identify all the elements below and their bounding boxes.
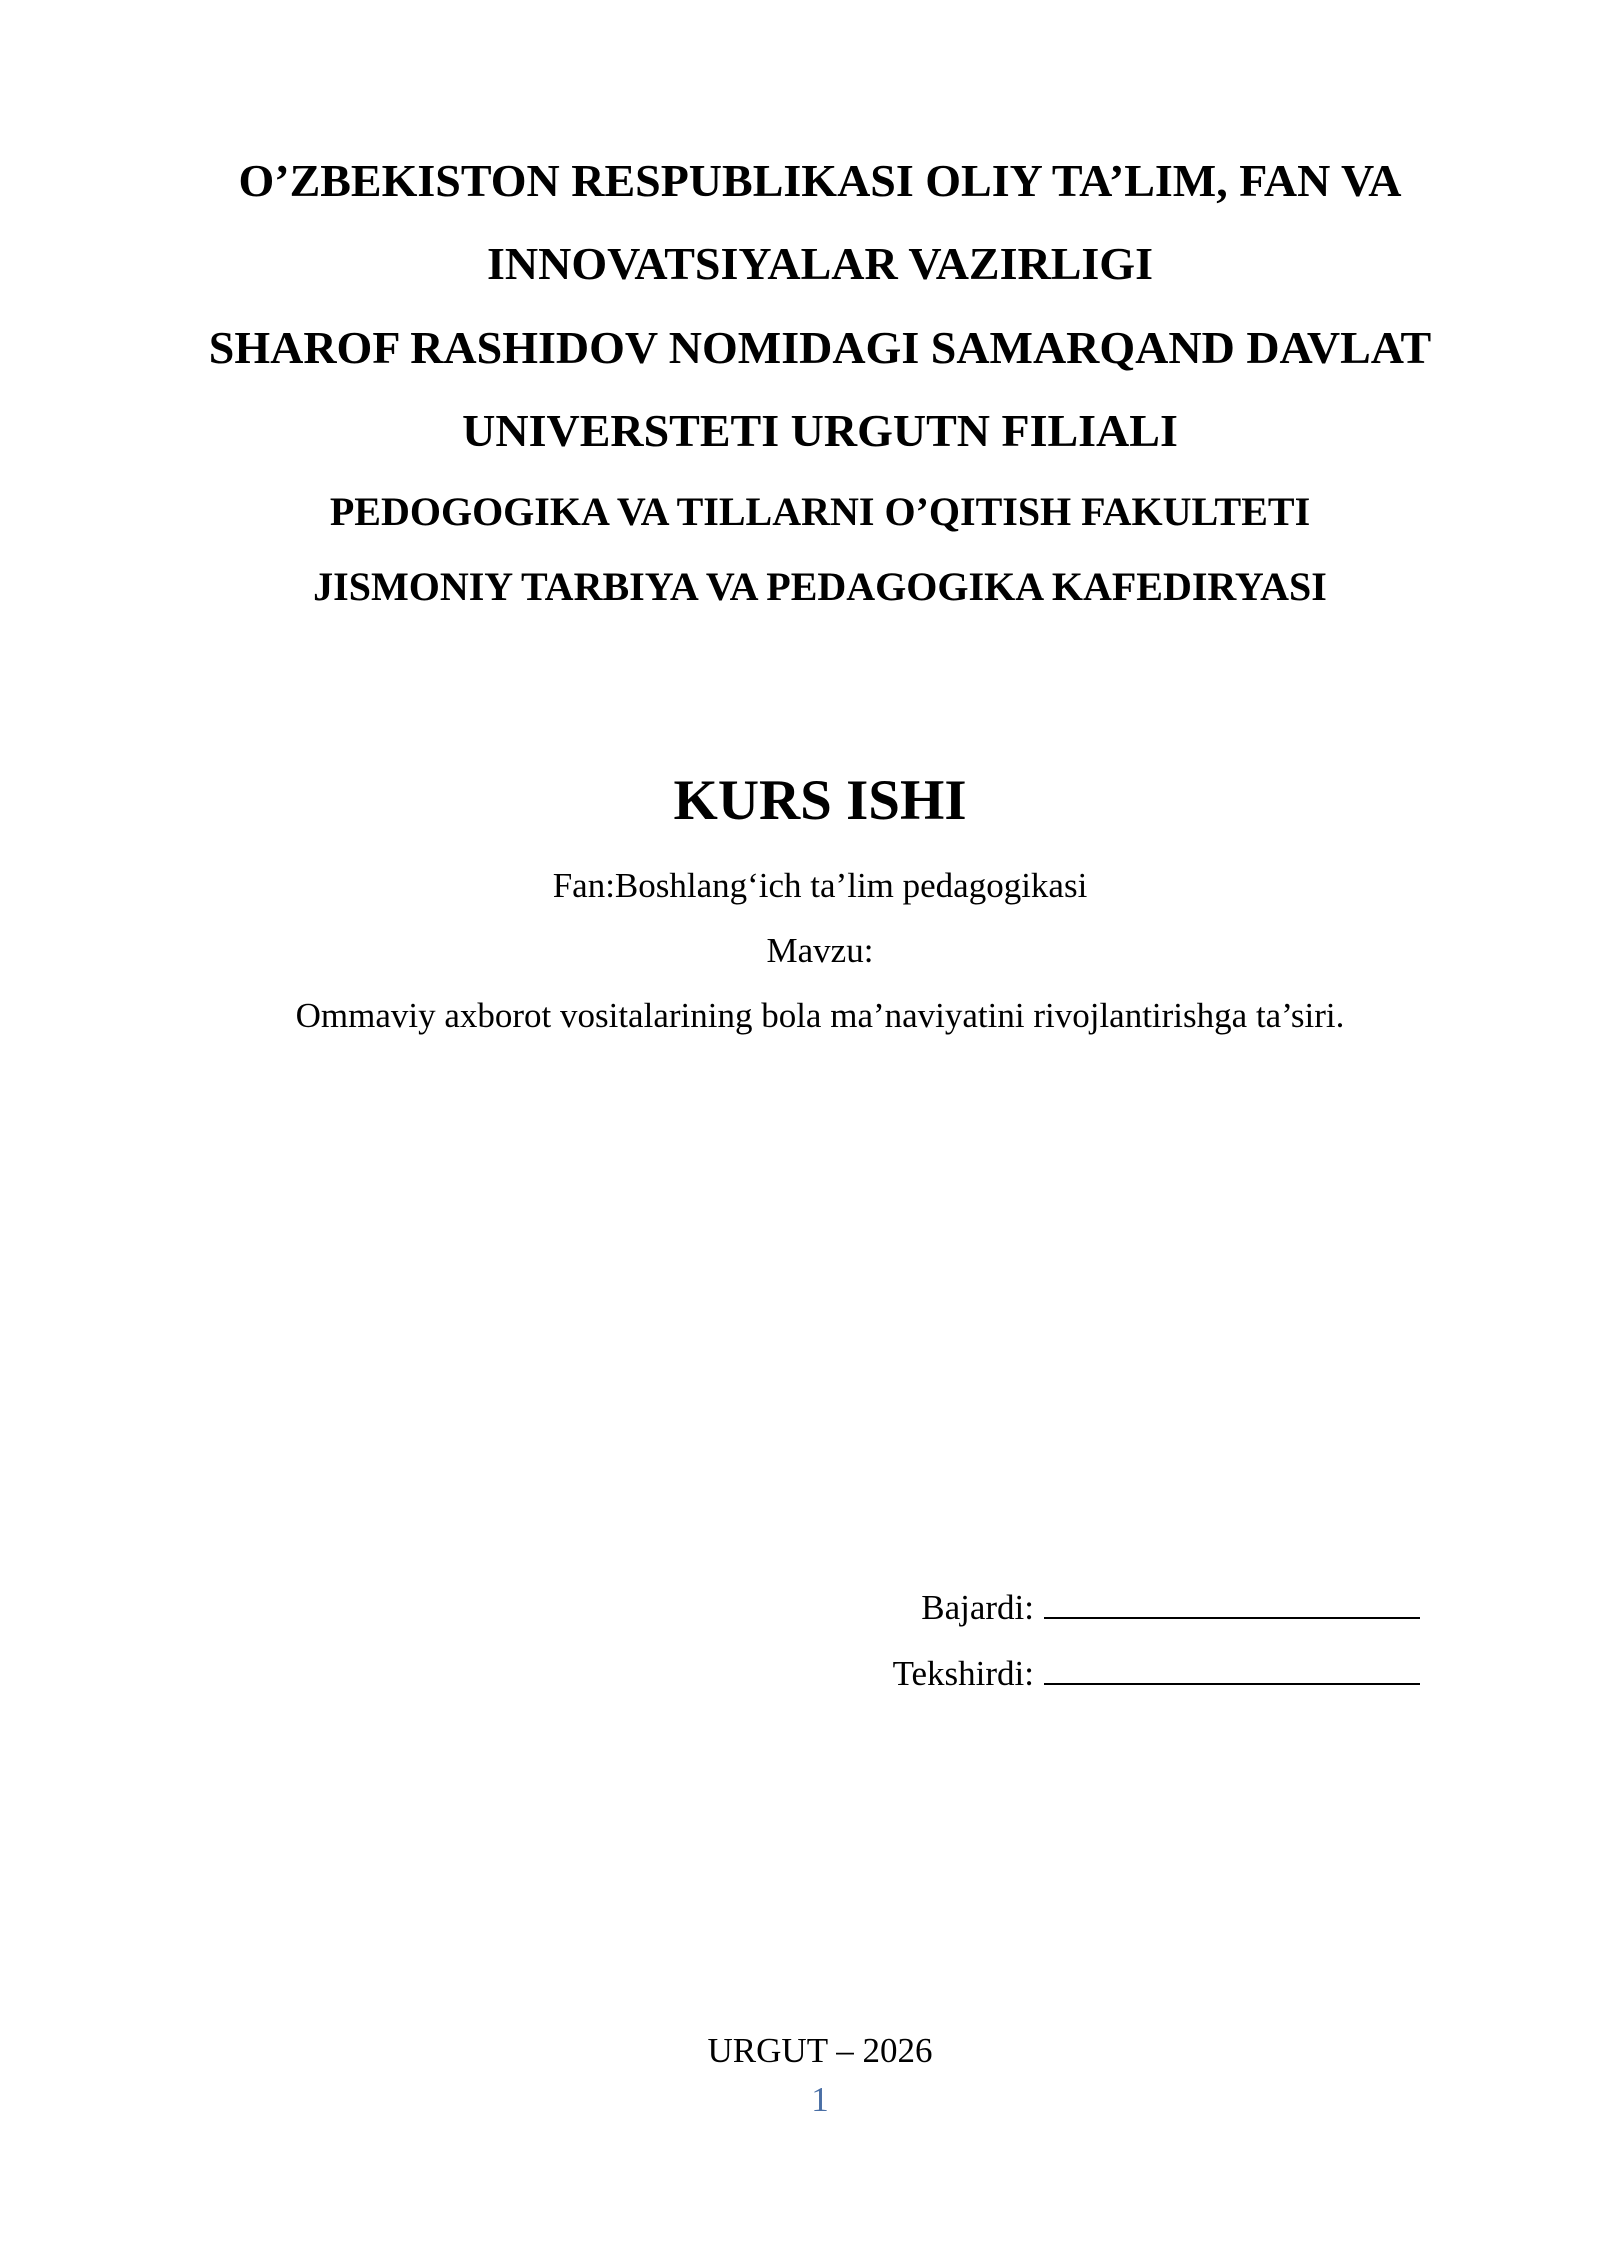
faculty-name: PEDOGOGIKA VA TILLARNI O’QITISH FAKULTETI — [329, 489, 1311, 534]
university-line-1: SHAROF RASHIDOV NOMIDAGI SAMARQAND DAVLAT — [208, 322, 1432, 373]
performed-by-blank — [1044, 1583, 1420, 1619]
page-number: 1 — [811, 2080, 829, 2119]
checked-by-row — [893, 1649, 1420, 1691]
topic-text: Ommaviy axborot vositalarining bola ma’naviyatini rivojlantirishga ta’siri. — [295, 996, 1345, 1035]
ministry-line-2: INNOVATSIYALAR VAZIRLIGI — [487, 238, 1153, 289]
subject-line: Fan:Boshlang‘ich ta’lim pedagogikasi — [552, 866, 1088, 905]
department-name: JISMONIY TARBIYA VA PEDAGOGIKA KAFEDIRYASI — [313, 564, 1327, 609]
topic-label: Mavzu: — [766, 931, 874, 970]
ministry-line-1: O’ZBEKISTON RESPUBLIKASI OLIY TA’LIM, FAN VA — [238, 155, 1402, 206]
performed-by-row — [921, 1583, 1420, 1625]
city-year: URGUT – 2026 — [707, 2031, 933, 2070]
checked-by-blank — [1044, 1649, 1420, 1685]
checked-by-label: Tekshirdi: — [892, 1654, 1034, 1693]
document-title: KURS ISHI — [673, 769, 967, 832]
university-line-2: UNIVERSTETI URGUTN FILIALI — [462, 405, 1178, 456]
performed-by-label: Bajardi: — [921, 1588, 1034, 1627]
